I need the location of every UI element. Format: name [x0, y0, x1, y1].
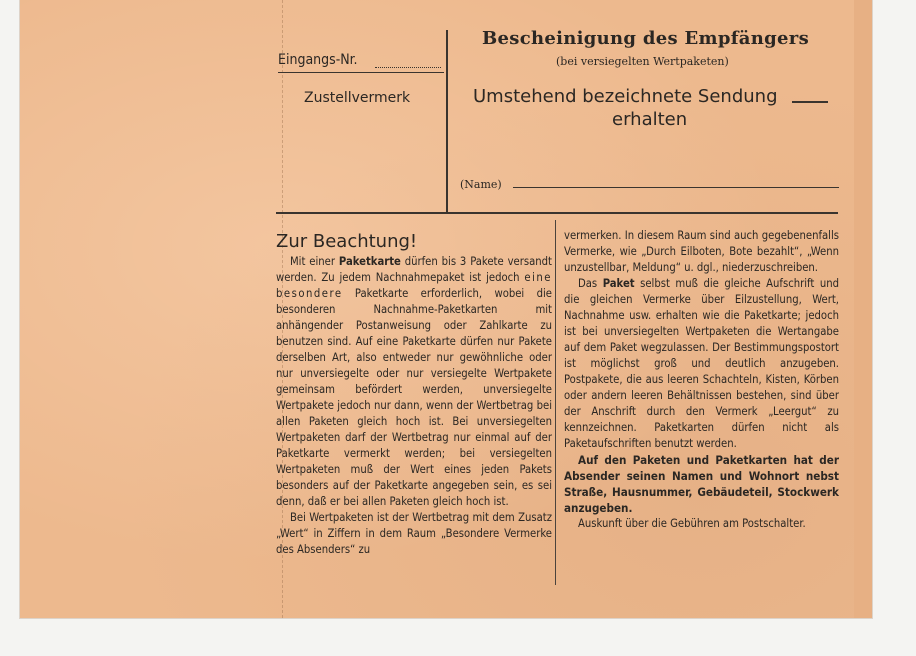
section-divider — [276, 212, 838, 214]
column-divider — [555, 220, 556, 585]
text: Das — [578, 277, 603, 290]
eingang-label: Eingangs-Nr. — [278, 52, 358, 68]
spaced-text: eine besondere — [276, 271, 552, 300]
notice-column-1 — [276, 254, 552, 558]
notice-paragraph: vermerken. In diesem Raum sind auch gegebenenfalls Vermerke, wie „Durch Eilboten, Bote bezahlt“, „Wenn unzustellbar, Meldung“ u. dgl., niederzuschreiben. — [564, 229, 839, 274]
text: selbst muß die gleiche Aufschrift und die gleichen Vermerke über Eilzustellung, Wert, Nachnahme usw. erhalten wie die Paketkarte; jedoch ist bei unversiegelten Wertpaketen die Wertangabe auf dem Paket wegzulassen. Der Bestimmungspostort ist möglichst groß und deutlich anzugeben. Postpakete, die aus leeren Schachteln, Kisten, Körben oder andern leeren Behältnissen bestehen, sind über der Anschrift durch den Vermerk „Leergut“ zu kennzeichnen. Paketkarten dürfen nicht als Paketaufschriften benutzt werden. — [564, 277, 840, 450]
name-label: (Name) — [460, 178, 502, 191]
name-field[interactable] — [513, 187, 839, 188]
text: Paketkarte erforderlich, wobei die besonderen Nachnahme-Paketkarten mit anhängender Postanweisung oder Zahlkarte zu benutzen sind. Auf eine Paketkarte dürfen nur Pakete derselben Art, also entweder nur gewöhnliche oder nur unversiegelte oder nur versiegelte Wertpakete gemeinsam befördert werden, unversiegelte Wertpakete jedoch nur dann, wenn der Wertbetrag bei allen Paketen gleich hoch ist. Bei unversiegelten Wertpaketen darf der Wertbetrag nur einmal auf der Paketkarte vermerkt werden; bei versiegelten Wertpaketen muß der Wert eines jeden Pakets besonders auf der Paketkarte angegeben sein, es sei denn, daß er bei allen Paketen gleich hoch ist. — [276, 287, 552, 508]
receipt-title: Bescheinigung des Empfängers — [482, 28, 810, 49]
notice-paragraph-bold: Auf den Paketen und Paketkarten hat der Absender seinen Namen und Wohnort nebst Straße, Hausnummer, Gebäudeteil, Stockwerk anzugeben. — [564, 453, 839, 515]
text: dürfen bis 3 Pakete versandt werden. Zu jedem Nachnahmepaket ist jedoch — [276, 255, 552, 284]
notice-paragraph — [276, 254, 552, 510]
receipt-dash — [792, 101, 828, 103]
receipt-subtitle: (bei versiegelten Wertpaketen) — [556, 55, 729, 68]
bold-term: Paketkarte — [338, 255, 401, 268]
notice-paragraph — [564, 276, 839, 452]
card-edge — [854, 0, 872, 618]
text: Mit einer — [290, 255, 339, 268]
zustell-label: Zustellvermerk — [304, 90, 411, 106]
bold-term: Paket — [602, 277, 635, 290]
receipt-divider — [446, 30, 448, 213]
notice-paragraph: Bei Wertpaketen ist der Wertbetrag mit dem Zusatz „Wert“ in Ziffern in dem Raum „Besondere Vermerke des Absenders“ zu — [276, 511, 552, 556]
notice-column-2 — [564, 228, 839, 532]
notice-heading: Zur Beachtung! — [276, 231, 418, 252]
receipt-line1: Umstehend bezeichnete Sendung — [473, 86, 778, 107]
eingang-field[interactable] — [375, 67, 441, 68]
receipt-line2: erhalten — [612, 109, 688, 130]
notice-paragraph: Auskunft über die Gebühren am Postschalter. — [578, 517, 806, 530]
eingang-underline — [278, 72, 444, 73]
